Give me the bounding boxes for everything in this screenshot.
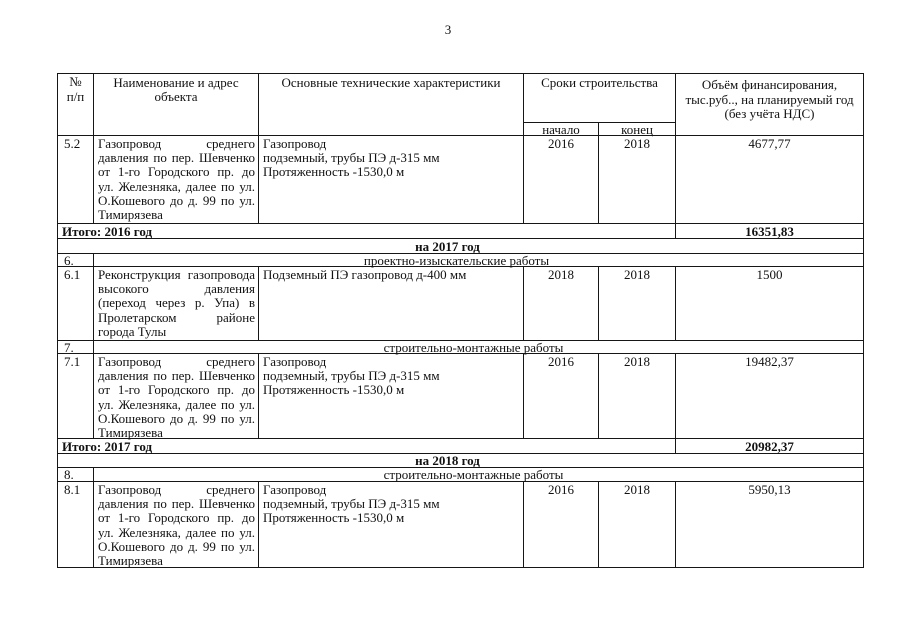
cell-content	[64, 354, 93, 369]
total-label: Итого: 2017 год	[62, 439, 153, 454]
tech-spec-line: Протяженность -1530,0 м	[263, 164, 405, 180]
header-construction-terms: Сроки строительства	[541, 75, 658, 90]
end-year: 2018	[624, 136, 650, 151]
end-year-cell	[599, 136, 676, 224]
work-group-row-7	[58, 341, 864, 354]
funding-amount: 5950,13	[748, 482, 791, 497]
cell-content	[263, 482, 523, 526]
object-name-line: давления по пер. Шевченко	[98, 150, 255, 166]
group-number: 8.	[64, 467, 74, 482]
cell-content	[524, 482, 598, 497]
start-year-cell	[524, 267, 599, 341]
year-heading-row-2018	[58, 454, 864, 468]
funding-amount: 1500	[756, 267, 783, 282]
total-amount-cell	[676, 224, 864, 239]
cell-content	[524, 136, 598, 151]
object-name-line: давления по пер. Шевченко	[98, 496, 255, 512]
item-row-7-1	[58, 354, 864, 439]
object-name-line: ул. Железняка, далее по ул.	[98, 396, 255, 412]
work-group-row-8	[58, 468, 864, 482]
object-name-line: Тимирязева	[98, 207, 163, 223]
year-heading-cell	[58, 454, 864, 468]
object-name-line: (переход через р. Упа) в	[98, 295, 255, 311]
object-name-line: от 1-го Городского пр. до	[98, 164, 255, 180]
cell-content	[676, 74, 863, 121]
object-name-line: ул. Железняка, далее по ул.	[98, 524, 255, 540]
tech-spec-line: Газопровод	[263, 354, 327, 369]
object-name-line: Газопровод среднего	[98, 354, 255, 369]
total-amount: 20982,37	[745, 439, 794, 454]
object-name-line: Реконструкция газопровода	[98, 267, 255, 282]
header-object-name-line: Наименование и адрес	[113, 75, 239, 90]
object-name-line: от 1-го Городского пр. до	[98, 382, 255, 398]
object-name-line: города Тулы	[98, 323, 167, 339]
tech-spec-line: подземный, трубы ПЭ д-315 мм	[263, 496, 440, 512]
tech-spec-line: подземный, трубы ПЭ д-315 мм	[263, 150, 440, 166]
funding-amount-cell	[676, 267, 864, 341]
header-number-sign: №	[69, 74, 82, 89]
header-object-name-cell	[94, 74, 259, 136]
cell-content	[676, 267, 863, 282]
header-tech-specs-cell	[259, 74, 524, 136]
group-label-cell	[94, 341, 864, 354]
end-year-cell	[599, 267, 676, 341]
cell-content	[94, 74, 258, 104]
item-number: 7.1	[64, 354, 81, 369]
group-label: проектно-изыскательские работы	[363, 253, 550, 268]
group-number-cell	[58, 254, 94, 267]
group-number-cell	[58, 341, 94, 354]
tech-specs-cell	[259, 267, 524, 341]
object-name-line: О.Кошевого до д. 99 по ул.	[98, 538, 255, 554]
header-funding-line: тыс.руб.., на планируемый год	[685, 91, 854, 107]
total-label: Итого: 2016 год	[62, 224, 153, 239]
item-number-cell	[58, 267, 94, 341]
header-tech-specs: Основные технические характеристики	[281, 75, 501, 90]
funding-amount-cell	[676, 354, 864, 439]
item-number: 6.1	[64, 267, 81, 282]
cell-content	[64, 482, 93, 497]
total-amount-cell	[676, 439, 864, 454]
total-label-cell	[58, 439, 676, 454]
total-row-2017	[58, 439, 864, 454]
object-name-line: Тимирязева	[98, 553, 163, 569]
object-name-line: О.Кошевого до д. 99 по ул.	[98, 192, 255, 208]
header-end: конец	[621, 122, 653, 137]
year-heading: на 2018 год	[415, 453, 480, 468]
header-start: начало	[542, 122, 580, 137]
item-row-6-1	[58, 267, 864, 341]
item-number: 5.2	[64, 136, 81, 151]
group-number: 6.	[64, 253, 74, 268]
start-year: 2016	[548, 482, 574, 497]
item-number-cell	[58, 136, 94, 224]
object-name-line: Пролетарском районе	[98, 309, 255, 325]
cell-content	[98, 482, 255, 569]
group-number-cell	[58, 468, 94, 482]
cell-content	[98, 354, 255, 441]
cell-content	[64, 267, 93, 282]
header-number-abbr: п/п	[66, 89, 85, 104]
funding-amount: 4677,77	[748, 136, 791, 151]
group-label-cell	[94, 254, 864, 267]
object-name-line: Газопровод среднего	[98, 136, 255, 151]
end-year: 2018	[624, 482, 650, 497]
header-row	[58, 74, 864, 123]
cell-content	[98, 136, 255, 223]
start-year: 2018	[548, 267, 574, 282]
item-number: 8.1	[64, 482, 81, 497]
tech-spec-line: подземный, трубы ПЭ д-315 мм	[263, 368, 440, 384]
group-label: строительно-монтажные работы	[383, 467, 564, 482]
group-label-cell	[94, 468, 864, 482]
group-number: 7.	[64, 340, 74, 355]
start-year: 2016	[548, 354, 574, 369]
funding-amount: 19482,37	[745, 354, 794, 369]
start-year-cell	[524, 136, 599, 224]
header-funding-cell	[676, 74, 864, 136]
object-name-line: давления по пер. Шевченко	[98, 368, 255, 384]
cell-content	[676, 482, 863, 497]
object-name-line: высокого давления	[98, 281, 255, 297]
cell-content	[676, 136, 863, 151]
cell-content	[64, 136, 93, 151]
item-number-cell	[58, 354, 94, 439]
object-name-line: ул. Железняка, далее по ул.	[98, 178, 255, 194]
tech-specs-cell	[259, 136, 524, 224]
year-heading-cell	[58, 239, 864, 254]
end-year-cell	[599, 354, 676, 439]
item-row-8-1	[58, 482, 864, 568]
header-start-cell	[524, 123, 599, 136]
total-row-2016	[58, 224, 864, 239]
header-funding-line: (без учёта НДС)	[724, 106, 815, 121]
object-name-line: О.Кошевого до д. 99 по ул.	[98, 410, 255, 426]
object-name-line: от 1-го Городского пр. до	[98, 510, 255, 526]
object-name-cell	[94, 354, 259, 439]
cell-content	[599, 267, 675, 282]
object-name-cell	[94, 482, 259, 568]
cell-content	[676, 354, 863, 369]
tech-spec-line: Газопровод	[263, 136, 327, 151]
tech-specs-cell	[259, 482, 524, 568]
item-number-cell	[58, 482, 94, 568]
start-year: 2016	[548, 136, 574, 151]
object-name-cell	[94, 267, 259, 341]
work-group-row-6	[58, 254, 864, 267]
construction-schedule-table	[57, 73, 864, 568]
tech-spec-line: Подземный ПЭ газопровод д-400 мм	[263, 267, 467, 282]
header-funding-line: Объём финансирования,	[701, 77, 838, 92]
end-year: 2018	[624, 354, 650, 369]
cell-content	[263, 136, 523, 180]
cell-content	[599, 482, 675, 497]
object-name-cell	[94, 136, 259, 224]
tech-spec-line: Газопровод	[263, 482, 327, 497]
funding-amount-cell	[676, 482, 864, 568]
total-amount: 16351,83	[745, 224, 794, 239]
header-construction-terms-cell	[524, 74, 676, 123]
start-year-cell	[524, 354, 599, 439]
end-year: 2018	[624, 267, 650, 282]
year-heading: на 2017 год	[415, 239, 480, 254]
cell-content	[599, 354, 675, 369]
object-name-line: Газопровод среднего	[98, 482, 255, 497]
page-number: 3	[444, 22, 452, 37]
header-number-cell	[58, 74, 94, 136]
cell-content	[98, 267, 255, 339]
tech-spec-line: Протяженность -1530,0 м	[263, 510, 405, 526]
year-heading-row-2017	[58, 239, 864, 254]
cell-content	[259, 74, 523, 90]
total-label-cell	[58, 224, 676, 239]
cell-content	[524, 74, 675, 90]
header-object-name-line: объекта	[154, 89, 198, 104]
start-year-cell	[524, 482, 599, 568]
item-row-5-2	[58, 136, 864, 224]
object-name-line: Тимирязева	[98, 425, 163, 441]
group-label: строительно-монтажные работы	[383, 340, 564, 355]
funding-amount-cell	[676, 136, 864, 224]
tech-spec-line: Протяженность -1530,0 м	[263, 382, 405, 398]
cell-content	[599, 136, 675, 151]
header-end-cell	[599, 123, 676, 136]
end-year-cell	[599, 482, 676, 568]
tech-specs-cell	[259, 354, 524, 439]
